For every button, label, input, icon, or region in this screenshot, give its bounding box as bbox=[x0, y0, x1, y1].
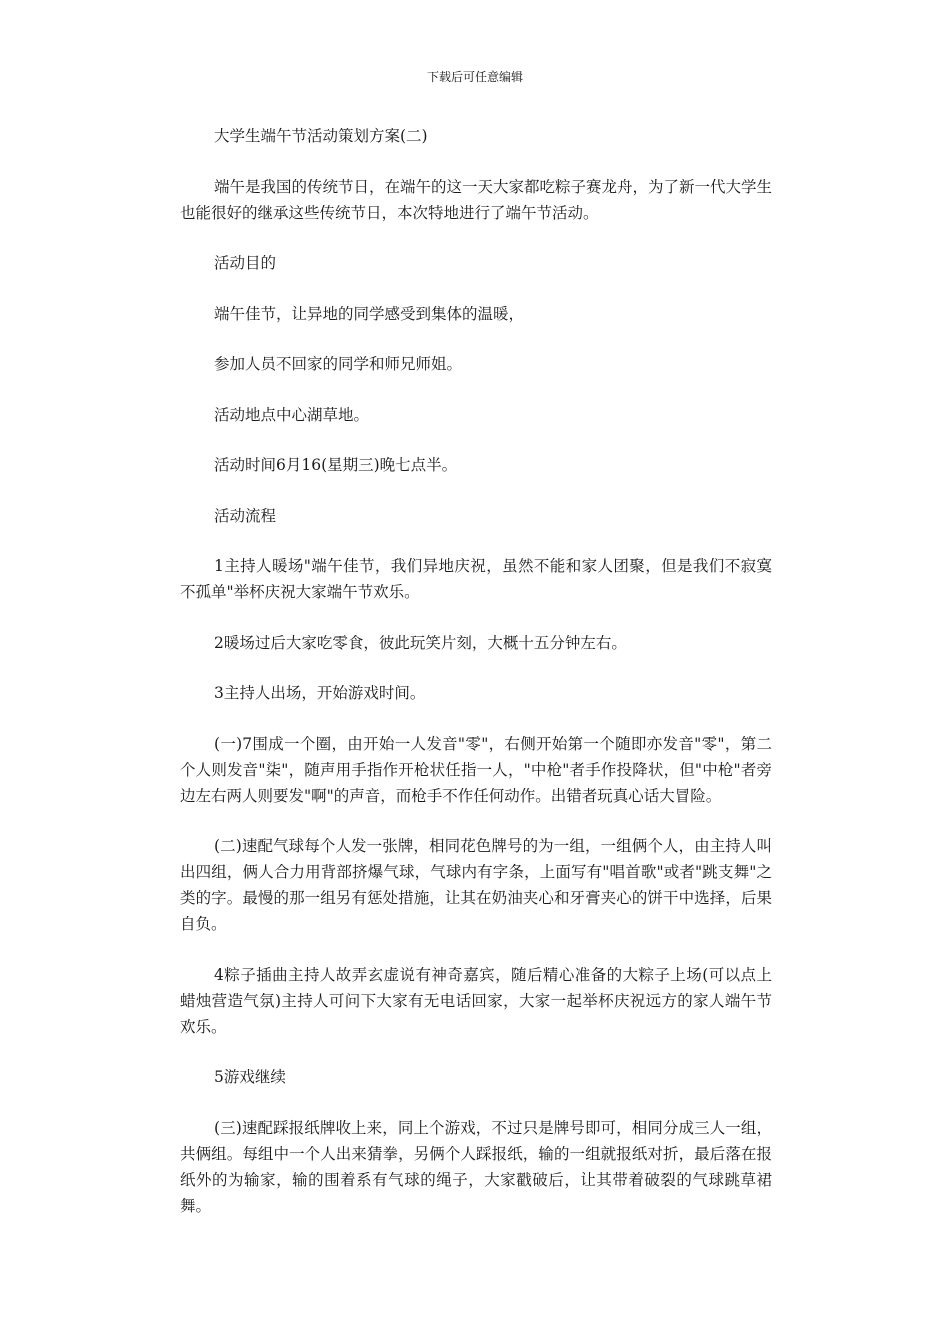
document-body bbox=[180, 123, 772, 1243]
paragraph-game-3: (三)速配踩报纸牌收上来，同上个游戏，不过只是牌号即可，相同分成三人一组，共俩组。每组中一个人出来猜拳，另俩个人踩报纸，输的一组就报纸对折，最后落在报纸外的为输家，输的围着系有气球的绳子，大家戳破后，让其带着破裂的气球跳草裙舞。 bbox=[180, 1118, 772, 1215]
paragraph-location: 活动地点中心湖草地。 bbox=[214, 405, 370, 424]
document-title: 大学生端午节活动策划方案(二) bbox=[214, 127, 428, 145]
paragraph-participants: 参加人员不回家的同学和师兄师姐。 bbox=[214, 355, 463, 373]
paragraph-step-3: 3主持人出场，开始游戏时间。 bbox=[214, 684, 426, 702]
section-heading-purpose: 活动目的 bbox=[214, 254, 277, 272]
paragraph-step-5: 5游戏继续 bbox=[214, 1068, 286, 1086]
page-header-note: 下载后可任意编辑 bbox=[426, 70, 523, 84]
section-heading-process: 活动流程 bbox=[214, 506, 277, 525]
paragraph-game-2: (二)速配气球每个人发一张牌，相同花色牌号的为一组，一组俩个人，由主持人叫出四组，俩人合力用背部挤爆气球，气球内有字条，上面写有"唱首歌"或者"跳支舞"之类的字。最慢的那一组另有惩处措施，让其在奶油夹心和牙膏夹心的饼干中选择，后果自负。 bbox=[180, 837, 772, 933]
paragraph-time: 活动时间6月16(星期三)晚七点半。 bbox=[214, 456, 458, 474]
paragraph-step-4: 4粽子插曲主持人故弄玄虚说有神奇嘉宾，随后精心准备的大粽子上场(可以点上蜡烛营造气氛)主持人可问下大家有无电话回家，大家一起举杯庆祝远方的家人端午节欢乐。 bbox=[180, 965, 772, 1036]
paragraph-intro: 端午是我国的传统节日，在端午的这一天大家都吃粽子赛龙舟，为了新一代大学生也能很好的继承这些传统节日，本次特地进行了端午节活动。 bbox=[180, 177, 773, 222]
paragraph-step-2: 2暖场过后大家吃零食，彼此玩笑片刻，大概十五分钟左右。 bbox=[214, 633, 627, 652]
paragraph-purpose: 端午佳节，让异地的同学感受到集体的温暖， bbox=[214, 304, 525, 323]
paragraph-game-1: (一)7围成一个圈，由开始一人发音"零"，右侧开始第一个随即亦发音"零"，第二个人则发音"柒"，随声用手指作开枪状任指一人，"中枪"者手作投降状，但"中枪"者旁边左右两人则要发"啊"的声音，而枪手不作任何动作。出错者玩真心话大冒险。 bbox=[180, 734, 772, 805]
paragraph-step-1: 1主持人暖场"端午佳节，我们异地庆祝，虽然不能和家人团聚，但是我们不寂寞不孤单"举杯庆祝大家端午节欢乐。 bbox=[180, 557, 772, 601]
